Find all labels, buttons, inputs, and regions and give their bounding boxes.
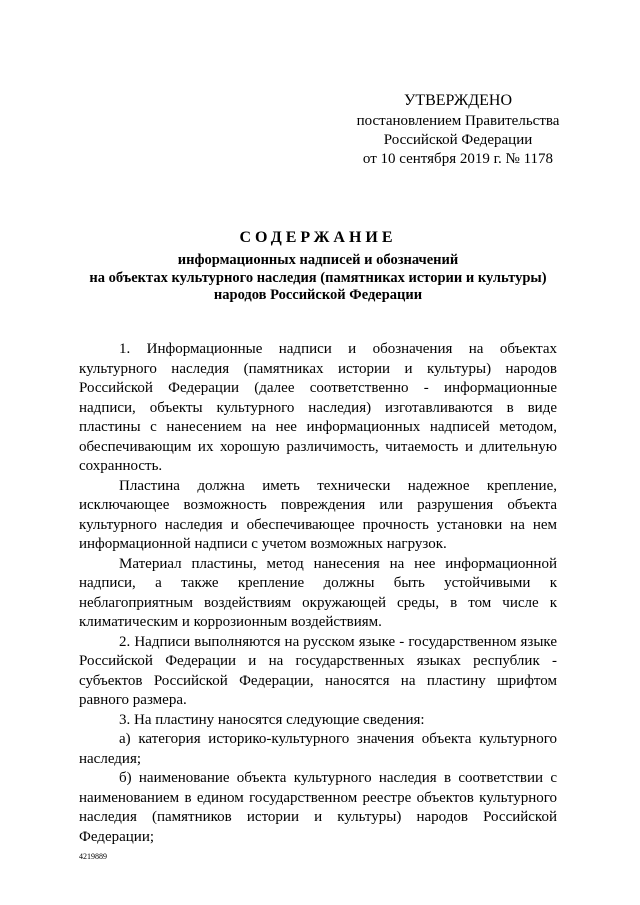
subtitle-line-3: народов Российской Федерации — [213, 287, 423, 303]
subtitle-line-2: на объектах культурного наследия (памятниках истории и культуры) — [89, 269, 547, 286]
approval-line-2: Российской Федерации — [383, 132, 533, 148]
paragraph-4: 2. Надписи выполняются на русском языке - государственном языке Российской Федерации и на государственных языках республик - субъектов Российской Федерации, наносятся на пластину шрифтом равного размера. — [79, 633, 557, 708]
paragraph-3: Материал пластины, метод нанесения на нее информационной надписи, а также крепление должны быть устойчивыми к неблагоприятным воздействиям окружающей среды, в том числе к климатическим и коррозионным воздействиям. — [79, 555, 557, 630]
approval-heading: УТВЕРЖДЕНО — [403, 92, 512, 109]
paragraph-2: Пластина должна иметь технически надежное крепление, исключающее возможность повреждения или разрушения объекта культурного наследия и обеспечивающее прочность установки на нем информационной надписи с учетом возможных нагрузок. — [79, 477, 557, 552]
document-subtitle — [60, 252, 576, 305]
paragraph-6: а) категория историко-культурного значения объекта культурного наследия; — [79, 731, 557, 767]
subtitle-line-1: информационных надписей и обозначений — [177, 252, 459, 268]
paragraph-7: б) наименование объекта культурного наследия в соответствии с наименованием в едином государственном реестре объектов культурного наследия (памятников истории и культуры) народов Российской Федерации; — [79, 770, 557, 845]
document-title: СОДЕРЖАНИЕ — [239, 229, 397, 246]
approval-block — [340, 91, 576, 169]
approval-line-3: от 10 сентября 2019 г. № 1178 — [362, 151, 554, 167]
paragraph-5: 3. На пластину наносятся следующие сведения: — [119, 711, 425, 728]
approval-line-1: постановлением Правительства — [356, 113, 560, 129]
paragraph-1: 1. Информационные надписи и обозначения на объектах культурного наследия (памятниках истории и культуры) народов Российской Федерации (далее соответственно - информационные надписи, объекты культурного наследия) изготавливаются в виде пластины с нанесением на нее информационных надписей методом, обеспечивающим их хорошую различимость, читаемость и длительную сохранность. — [79, 341, 557, 474]
document-id: 4219889 — [79, 852, 107, 861]
document-body — [79, 340, 557, 847]
